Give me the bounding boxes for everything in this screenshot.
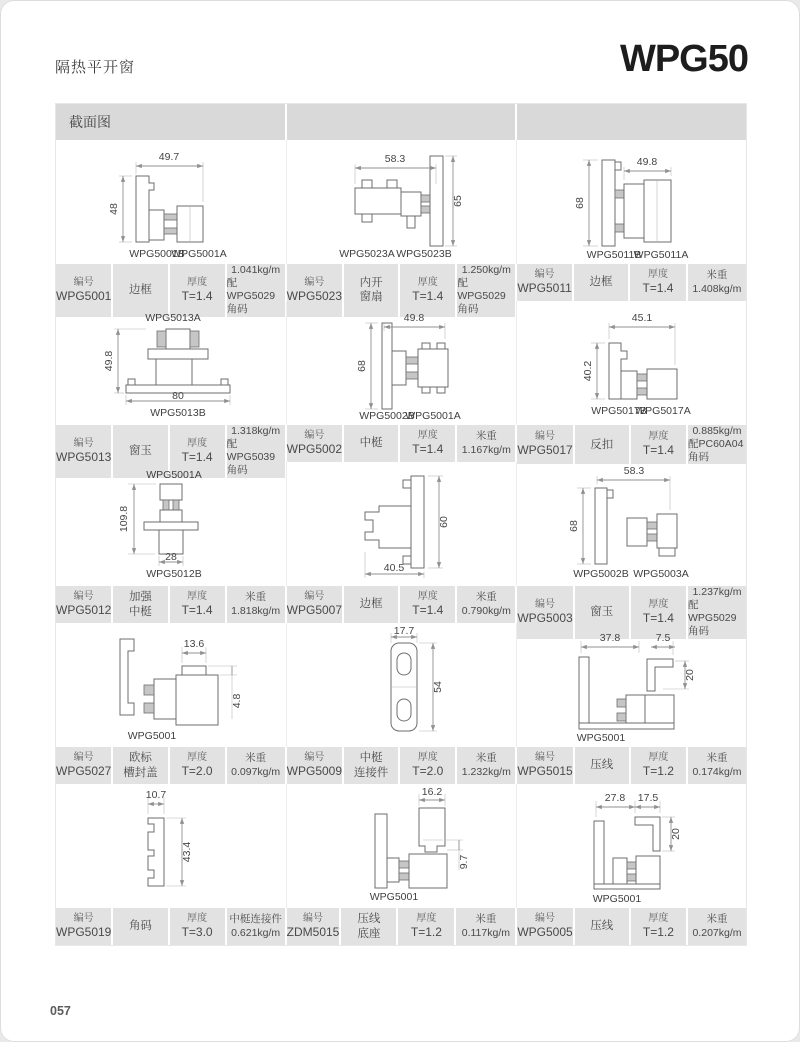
part-label: WPG5001A — [171, 248, 227, 260]
thickness-value: T=1.4 — [642, 281, 674, 296]
dim-top: 58.3 — [384, 153, 406, 165]
drawing-WPG5015 — [516, 623, 746, 747]
drawing-WPG5005 — [516, 784, 746, 908]
drawing-row-2 — [56, 301, 746, 425]
dim-bottom: 80 — [172, 390, 184, 402]
dim-right: 60 — [438, 516, 450, 528]
dim-top: 49.8 — [403, 312, 425, 324]
code-value: WPG5011 — [517, 281, 572, 296]
drawing-WPG5017 — [516, 301, 746, 425]
drawing-WPG5012 — [56, 462, 286, 586]
code-label: 编号 — [73, 276, 94, 288]
spec-type-cell — [575, 425, 629, 464]
weight-line2: 0.174kg/m — [692, 765, 742, 778]
code-label: 编号 — [535, 430, 555, 442]
part-label: WPG5001 — [127, 730, 177, 742]
code-label: 编号 — [304, 429, 325, 441]
type-line1: 边框 — [359, 598, 383, 611]
profile-drawing-WPG5027 — [56, 623, 285, 747]
dim-bottom: 40.5 — [383, 562, 405, 574]
part-label: WPG5001 — [576, 732, 626, 744]
dim-top: 49.7 — [158, 151, 180, 163]
type-line1: 窗玉 — [128, 445, 152, 458]
part-label: WPG5023A — [339, 248, 395, 260]
thickness-value: T=1.4 — [642, 611, 674, 625]
weight-line2: 1.408kg/m — [692, 282, 742, 295]
weight-line1: 米重 — [706, 913, 728, 926]
thickness-value: T=1.2 — [642, 764, 674, 779]
part-label: WPG5013A — [145, 312, 201, 324]
dim-top: 49.8 — [636, 156, 658, 168]
code-label: 编号 — [304, 590, 325, 602]
profile-drawing-WPG5003 — [517, 462, 746, 586]
code-value: WPG5003 — [517, 611, 573, 625]
dim-left: 68 — [568, 520, 580, 532]
profile-drawing-WPG5007 — [287, 462, 516, 586]
thickness-label: 厚度 — [648, 912, 669, 924]
spec-thickness-cell — [630, 264, 685, 301]
code-label: 编号 — [73, 437, 94, 449]
dim-right: 4.8 — [231, 693, 243, 709]
profile-drawing-WPG5017 — [517, 301, 746, 425]
thickness-value: T=2.0 — [181, 764, 213, 779]
spec-type-cell — [341, 908, 396, 945]
drawing-row-1 — [56, 140, 746, 264]
code-label: 编号 — [535, 912, 555, 924]
weight-line1: 1.250kg/m — [461, 264, 511, 276]
code-value: WPG5009 — [286, 764, 343, 779]
type-line1: 压线 — [357, 913, 381, 926]
drawing-WPG5009 — [286, 623, 516, 747]
weight-line2: 0.207kg/m — [692, 926, 742, 939]
part-label: WPG5017A — [635, 405, 691, 417]
dim-top: 10.7 — [145, 789, 167, 801]
dim-right: 20 — [670, 828, 682, 840]
profile-outline — [355, 156, 443, 246]
thickness-label: 厚度 — [417, 429, 438, 441]
weight-line1: 中梃连接件 — [229, 913, 282, 926]
thickness-value: T=1.2 — [642, 925, 674, 940]
weight-line2: 0.790kg/m — [461, 604, 511, 617]
type-line1: 内开 — [359, 276, 383, 289]
profile-drawing-WPG5023 — [287, 140, 516, 264]
dim-top: 27.8 — [604, 792, 626, 804]
profile-drawing-WPG5015 — [517, 623, 746, 747]
type-line1: 角码 — [128, 920, 152, 933]
part-label: WPG5002B — [359, 410, 415, 422]
code-label: 编号 — [535, 751, 555, 763]
spec-WPG5027 — [56, 747, 285, 784]
spec-weight-cell — [688, 908, 746, 945]
spec-code-cell — [287, 747, 342, 784]
thickness-label: 厚度 — [648, 430, 669, 442]
dim-right: 43.4 — [181, 841, 193, 863]
spec-ZDM5015 — [287, 908, 516, 945]
spec-code-cell — [517, 908, 572, 945]
spec-thickness-cell — [400, 425, 455, 462]
thickness-value: T=1.4 — [181, 289, 213, 303]
code-label: 编号 — [303, 912, 323, 924]
part-label: WPG5001 — [592, 893, 642, 905]
dim-top: 13.6 — [183, 638, 205, 650]
profile-outline — [120, 639, 218, 725]
thickness-label: 厚度 — [187, 276, 208, 288]
thickness-label: 厚度 — [647, 268, 668, 280]
code-label: 编号 — [304, 751, 325, 763]
weight-line2: 1.232kg/m — [461, 765, 511, 778]
drawing-row-4 — [56, 623, 746, 747]
spec-weight-cell — [688, 425, 746, 464]
code-value: WPG5027 — [56, 764, 112, 779]
type-line1: 边框 — [589, 276, 613, 289]
spec-weight-cell — [688, 264, 746, 301]
table-header-spacer — [287, 104, 516, 140]
profile-outline — [148, 818, 164, 886]
thickness-label: 厚度 — [417, 590, 438, 602]
spec-weight-cell — [457, 586, 515, 623]
thickness-label: 厚度 — [417, 751, 438, 763]
spec-thickness-cell — [631, 747, 686, 784]
drawing-WPG5011 — [516, 140, 746, 264]
code-value: WPG5001 — [56, 289, 112, 303]
spec-row-5 — [56, 908, 746, 945]
code-value: WPG5019 — [56, 925, 112, 940]
part-label: WPG5001A — [405, 410, 461, 422]
spec-code-cell — [56, 908, 111, 945]
type-line2: 窗扇 — [359, 291, 383, 304]
type-line1: 加强 — [128, 591, 152, 604]
table-header-spacer — [517, 104, 746, 140]
weight-line1: 1.041kg/m — [231, 264, 281, 276]
page-title: WPG50 — [619, 38, 748, 80]
spec-type-cell — [113, 586, 167, 623]
profile-outline — [609, 343, 677, 399]
type-line1: 边框 — [128, 284, 152, 297]
thickness-value: T=1.4 — [181, 450, 213, 464]
thickness-label: 厚度 — [648, 751, 669, 763]
profile-outline — [579, 657, 674, 729]
thickness-value: T=1.4 — [412, 603, 444, 618]
weight-line1: 米重 — [706, 269, 728, 282]
profile-outline — [375, 808, 447, 888]
spec-type-cell — [113, 908, 167, 945]
weight-line1: 米重 — [245, 591, 267, 604]
spec-WPG5017 — [517, 425, 746, 462]
spec-weight-cell — [688, 747, 746, 784]
thickness-label: 厚度 — [187, 590, 208, 602]
code-label: 编号 — [73, 912, 94, 924]
weight-line2: 配WPG5029角码 — [688, 599, 737, 638]
weight-line1: 1.318kg/m — [231, 425, 281, 437]
part-label: WPG5001B — [129, 248, 185, 260]
spec-weight-cell — [457, 425, 515, 462]
thickness-value: T=1.2 — [410, 925, 442, 940]
spec-type-cell — [113, 747, 167, 784]
part-label: WPG5023B — [396, 248, 452, 260]
profile-drawing-WPG5005 — [517, 784, 746, 908]
dim-top2: 7.5 — [655, 632, 671, 644]
weight-line2: 0.621kg/m — [231, 926, 281, 939]
spec-weight-cell — [227, 908, 285, 945]
thickness-label: 厚度 — [187, 912, 208, 924]
spec-code-cell — [517, 747, 572, 784]
code-label: 编号 — [304, 276, 325, 288]
dim-right: 54 — [432, 681, 444, 693]
type-line1: 压线 — [590, 759, 614, 772]
weight-line1: 1.237kg/m — [692, 586, 742, 598]
profile-drawing-WPG5012 — [56, 462, 285, 586]
profile-outline — [126, 329, 230, 393]
spec-WPG5005 — [517, 908, 746, 945]
profile-outline — [602, 160, 671, 246]
spec-thickness-cell — [400, 747, 455, 784]
part-label: WPG5002B — [573, 568, 629, 580]
spec-type-cell — [575, 908, 629, 945]
thickness-value: T=2.0 — [412, 764, 444, 779]
dim-left: 49.8 — [103, 350, 115, 372]
part-label: WPG5001 — [369, 891, 419, 903]
spec-WPG5019 — [56, 908, 285, 945]
spec-code-cell — [287, 908, 340, 945]
code-label: 编号 — [73, 751, 94, 763]
drawing-ZDM5015 — [286, 784, 516, 908]
weight-line2: 1.818kg/m — [231, 604, 281, 617]
spec-WPG5023 — [286, 264, 516, 316]
thickness-value: T=1.4 — [181, 603, 213, 618]
code-label: 编号 — [534, 268, 555, 280]
spec-weight-cell — [457, 747, 515, 784]
type-line1: 中梃 — [359, 437, 383, 450]
profile-outline — [382, 323, 448, 409]
spec-thickness-cell — [170, 908, 225, 945]
dim-right: 9.7 — [458, 854, 470, 870]
drawing-WPG5019 — [56, 784, 286, 908]
drawing-WPG5001 — [56, 140, 286, 264]
profile-outline — [595, 488, 677, 564]
code-value: WPG5017 — [517, 443, 573, 458]
spec-thickness-cell — [170, 747, 225, 784]
part-label: WPG5011A — [633, 249, 689, 261]
weight-line2: 配WPG5029角码 — [457, 277, 506, 316]
dim-right: 20 — [684, 669, 696, 681]
profile-drawing-WPG5013 — [56, 301, 285, 425]
weight-line2: 0.117kg/m — [461, 926, 510, 939]
drawing-WPG5002 — [286, 301, 516, 425]
weight-line1: 0.885kg/m — [692, 425, 742, 437]
profile-drawing-ZDM5015 — [287, 784, 516, 908]
weight-line1: 米重 — [706, 752, 728, 765]
type-line2: 槽封盖 — [123, 766, 158, 779]
profile-outline — [365, 476, 424, 568]
spec-type-cell — [575, 747, 629, 784]
spec-thickness-cell — [400, 586, 455, 623]
spec-code-cell — [56, 747, 111, 784]
spec-thickness-cell — [398, 908, 454, 945]
spec-code-cell — [56, 586, 111, 623]
part-label: WPG5012B — [146, 568, 202, 580]
drawing-WPG5023 — [286, 140, 516, 264]
weight-line2: 1.167kg/m — [461, 443, 511, 456]
part-label: WPG5011B — [586, 249, 642, 261]
profile-drawing-WPG5009 — [287, 623, 516, 747]
profile-outline — [144, 484, 198, 554]
code-value: WPG5005 — [517, 925, 573, 940]
drawing-row-5 — [56, 784, 746, 908]
profile-drawing-WPG5011 — [517, 140, 746, 264]
weight-line1: 米重 — [245, 752, 267, 765]
dim-left: 68 — [574, 197, 586, 209]
thickness-label: 厚度 — [417, 276, 438, 288]
spec-WPG5011 — [517, 264, 746, 301]
type-line1: 欧标 — [128, 752, 152, 765]
thickness-label: 厚度 — [187, 437, 208, 449]
spec-weight-cell — [227, 586, 285, 623]
spec-row-4 — [56, 747, 746, 784]
weight-line2: 配WPG5039角码 — [226, 438, 276, 477]
spec-type-cell — [344, 747, 398, 784]
dim-top: 17.7 — [393, 625, 415, 637]
code-value: WPG5013 — [56, 450, 112, 464]
dim-top: 58.3 — [623, 465, 645, 477]
spec-code-cell — [517, 425, 572, 464]
spec-code-cell — [287, 586, 342, 623]
spec-row-1 — [56, 264, 746, 316]
profile-outline — [594, 817, 660, 889]
dim-left: 40.2 — [582, 360, 594, 382]
drawing-WPG5027 — [56, 623, 286, 747]
spec-WPG5002 — [287, 425, 516, 462]
thickness-value: T=1.4 — [642, 443, 674, 458]
spec-WPG5015 — [517, 747, 746, 784]
weight-line2: 配PC60A04角码 — [688, 438, 744, 464]
spec-WPG5001 — [56, 264, 285, 316]
thickness-label: 厚度 — [648, 598, 669, 610]
thickness-label: 厚度 — [187, 751, 208, 763]
weight-line1: 米重 — [475, 913, 497, 926]
thickness-value: T=1.4 — [412, 289, 444, 303]
type-line1: 反扣 — [590, 438, 614, 451]
table-header-row — [56, 104, 746, 140]
weight-line2: 配WPG5029角码 — [226, 277, 276, 316]
code-value: WPG5012 — [56, 603, 112, 618]
spec-weight-cell — [227, 747, 285, 784]
dim-right: 65 — [452, 195, 464, 207]
type-line2: 连接件 — [353, 766, 389, 779]
code-value: ZDM5015 — [286, 925, 340, 940]
thickness-value: T=1.4 — [412, 442, 444, 457]
page-subtitle: 隔热平开窗 — [55, 59, 136, 76]
spec-WPG5009 — [287, 747, 516, 784]
dim-top2: 17.5 — [637, 792, 659, 804]
drawing-WPG5013 — [56, 301, 286, 425]
thickness-label: 厚度 — [416, 912, 437, 924]
type-line1: 窗玉 — [590, 606, 614, 619]
page-number: 057 — [50, 1004, 71, 1018]
dim-left: 109.8 — [118, 505, 130, 533]
type-line2: 底座 — [357, 927, 381, 940]
dim-bottom: 28 — [165, 551, 177, 563]
profile-outline — [136, 176, 203, 242]
code-value: WPG5015 — [517, 764, 573, 779]
spec-thickness-cell — [170, 586, 225, 623]
weight-line1: 米重 — [475, 430, 497, 443]
section-table — [55, 103, 747, 946]
profile-outline — [391, 643, 417, 731]
profile-drawing-WPG5019 — [56, 784, 285, 908]
part-label: WPG5003A — [633, 568, 689, 580]
part-label: WPG5001A — [146, 469, 202, 481]
weight-line1: 米重 — [475, 591, 497, 604]
dim-top: 37.8 — [599, 632, 621, 644]
profile-drawing-WPG5001 — [56, 140, 285, 264]
type-line2: 中梃 — [128, 605, 152, 618]
weight-line1: 米重 — [475, 752, 497, 765]
code-value: WPG5007 — [286, 603, 343, 618]
spec-code-cell — [517, 264, 571, 301]
code-value: WPG5023 — [286, 289, 343, 303]
type-line1: 中梃 — [359, 752, 383, 765]
table-header-label: 截面图 — [56, 104, 285, 140]
dim-top: 16.2 — [421, 786, 443, 798]
dim-left: 68 — [356, 360, 368, 372]
type-line1: 压线 — [590, 920, 614, 933]
code-value: WPG5002 — [286, 442, 343, 457]
thickness-value: T=3.0 — [181, 925, 213, 940]
profile-drawing-WPG5002 — [287, 301, 516, 425]
drawing-row-3 — [56, 462, 746, 586]
spec-thickness-cell — [631, 425, 686, 464]
dim-top: 45.1 — [631, 312, 653, 324]
spec-type-cell — [344, 586, 398, 623]
part-label: WPG5013B — [150, 407, 206, 419]
spec-type-cell — [344, 425, 398, 462]
weight-line2: 0.097kg/m — [231, 765, 281, 778]
spec-WPG5012 — [56, 586, 285, 623]
code-label: 编号 — [73, 590, 94, 602]
spec-weight-cell — [456, 908, 515, 945]
drawing-WPG5003 — [516, 462, 746, 586]
spec-thickness-cell — [631, 908, 686, 945]
code-label: 编号 — [535, 598, 555, 610]
spec-WPG5007 — [287, 586, 516, 623]
spec-code-cell — [287, 425, 342, 462]
spec-type-cell — [574, 264, 628, 301]
part-label: WPG5017B — [591, 405, 647, 417]
drawing-WPG5007 — [286, 462, 516, 586]
dim-left: 48 — [108, 203, 120, 215]
